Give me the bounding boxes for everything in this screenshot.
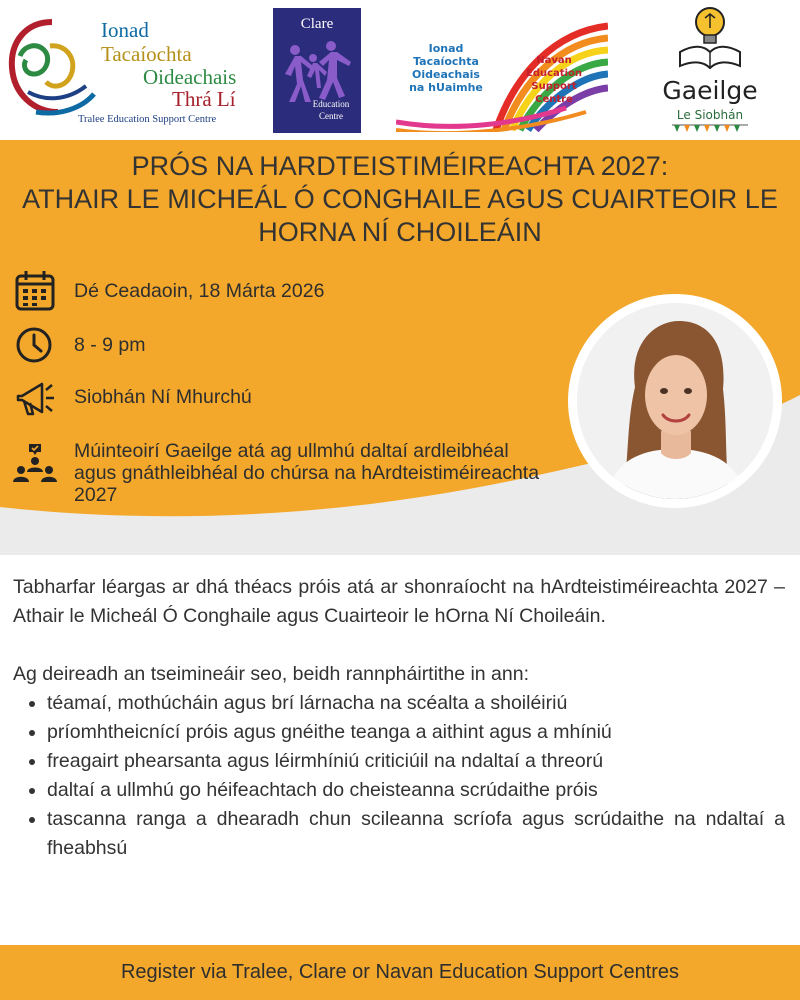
tralee-education-support-centre-logo <box>6 8 256 133</box>
navan-logo-irish-name: Ionad Tacaíochta Oideachais na hUaimhe <box>409 42 483 94</box>
event-presenter-row <box>12 374 252 420</box>
event-time: 8 - 9 pm <box>74 334 146 356</box>
tralee-logo-line-3: Oideachais <box>143 65 237 89</box>
event-title-line-2: ATHAIR LE MICHEÁL Ó CONGHAILE AGUS CUAIRTEOIR LE <box>22 184 778 214</box>
logo-bar <box>0 0 800 140</box>
gaeilge-logo-subtitle: Le Siobhán <box>676 108 744 122</box>
tralee-logo-line-2: Tacaíochta <box>101 42 192 66</box>
outcomes-lead: Ag deireadh an tseimineáir seo, beidh rannpháirtithe in ann: <box>13 663 530 685</box>
list-item: • tascanna ranga a dhearadh chun scileanna scríofa agus scrúdaithe na ndaltaí a fheabhsú <box>47 805 785 863</box>
registration-footer <box>0 945 800 1000</box>
event-time-row <box>12 322 146 368</box>
clare-logo-subtitle: Education Centre <box>312 99 350 121</box>
event-presenter: Siobhán Ní Mhurchú <box>74 386 252 408</box>
group-icon <box>12 440 58 486</box>
event-description <box>13 573 785 863</box>
megaphone-icon <box>12 374 58 420</box>
bunting-icon <box>650 124 770 136</box>
navan-education-support-centre-logo <box>396 12 608 132</box>
list-item: • príomhtheicnící próis agus gnéithe teanga a aithint agus a mhíniú <box>47 718 785 747</box>
gaeilge-le-siobhan-logo <box>650 4 770 134</box>
clare-education-centre-logo <box>273 8 361 133</box>
event-title <box>20 150 780 249</box>
presenter-portrait-icon <box>577 303 773 499</box>
dancing-figures-icon <box>273 36 361 106</box>
clock-icon <box>12 322 58 368</box>
event-date: Dé Ceadaoin, 18 Márta 2026 <box>74 280 325 302</box>
navan-logo-english-name: Navan Education Support Centre <box>526 55 582 105</box>
list-item: • daltaí a ullmhú go héifeachtach do cheisteanna scrúdaithe próis <box>47 776 785 805</box>
event-audience: Múinteoirí Gaeilge atá ag ullmhú daltaí ardleibhéal agus gnáthleibhéal do chúrsa na hArdteistiméireachta 2027 <box>74 440 540 506</box>
event-title-line-1: PRÓS NA HARDTEISTIMÉIREACHTA 2027: <box>131 151 669 181</box>
description-intro: Tabharfar léargas ar dhá théacs próis atá ar shonraíocht na hArdteistiméireachta 2027 – Athair le Micheál Ó Conghaile agus Cuairteoir le hOrna Ní Choileáin. <box>13 576 785 627</box>
tralee-logo-line-4: Thrá Lí <box>172 87 236 111</box>
clare-logo-name: Clare <box>300 16 334 32</box>
calendar-icon <box>12 268 58 314</box>
presenter-photo <box>577 303 773 499</box>
outcomes-list <box>13 689 785 863</box>
registration-text: Register via Tralee, Clare or Navan Education Support Centres <box>120 961 680 983</box>
event-date-row <box>12 268 324 314</box>
list-item: • freagairt phearsanta agus léirmhíniú criticiúil na ndaltaí a threorú <box>47 747 785 776</box>
gaeilge-logo-name: Gaeilge <box>662 76 758 105</box>
tralee-logo-line-1: Ionad <box>101 18 149 42</box>
tralee-swirl-icon <box>6 16 98 121</box>
list-item: • téamaí, mothúcháin agus brí lárnacha na scéalta a shoiléiriú <box>47 689 785 718</box>
lightbulb-book-icon <box>650 4 770 76</box>
event-audience-row <box>12 440 554 506</box>
tralee-logo-subtitle: Tralee Education Support Centre <box>78 114 217 125</box>
event-title-line-3: HORNA NÍ CHOILEÁIN <box>258 217 542 247</box>
